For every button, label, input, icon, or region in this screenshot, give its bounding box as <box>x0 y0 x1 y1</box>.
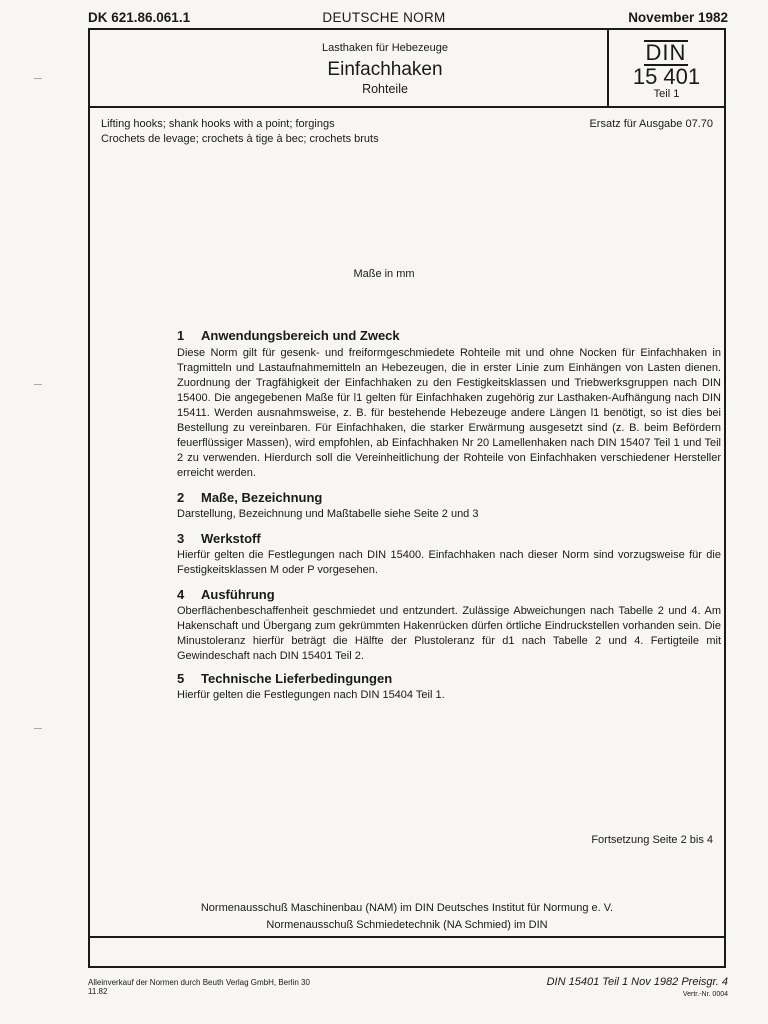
document-subject: Lasthaken für Hebezeuge <box>322 42 448 54</box>
replaces-edition: Ersatz für Ausgabe 07.70 <box>589 118 713 130</box>
dk-number: DK 621.86.061.1 <box>88 10 191 25</box>
din-number: 15 401 <box>632 64 701 89</box>
section-body: Hierfür gelten die Festlegungen nach DIN 15404 Teil 1. <box>177 689 445 701</box>
units-note: Maße in mm <box>353 268 415 280</box>
norm-type: DEUTSCHE NORM <box>322 10 446 25</box>
vertrieb-number: Vertr.-Nr. 0004 <box>682 991 728 998</box>
section-body: Darstellung, Bezeichnung und Maßtabelle siehe Seite 2 und 3 <box>177 508 479 520</box>
margin-mark <box>34 78 42 79</box>
footer-reference: DIN 15401 Teil 1 Nov 1982 Preisgr. 4 <box>546 976 728 988</box>
margin-mark <box>34 384 42 385</box>
committee-block <box>88 900 726 934</box>
section-heading: 4 Ausführung <box>177 587 275 602</box>
issue-date: November 1982 <box>628 10 728 25</box>
document-title: Einfachhaken <box>327 59 443 80</box>
din-logo: DIN <box>645 40 687 65</box>
continuation-note: Fortsetzung Seite 2 bis 4 <box>591 834 713 846</box>
din-teil: Teil 1 <box>653 88 680 100</box>
committee-line: Normenausschuß Schmiedetechnik (NA Schmied) im DIN <box>266 919 548 931</box>
section-heading: 1 Anwendungsbereich und Zweck <box>177 328 400 343</box>
section-heading: 5 Technische Lieferbedingungen <box>177 671 393 686</box>
section-body: Oberflächenbeschaffenheit geschmiedet und entzundert. Zulässige Abweichungen nach Tabelle 2 und 4. Am Hakenschaft und Übergang zum gekrümmten Hakenrücken dürfen örtliche Eindruckstellen vorhanden sein. Die Minustoleranz hierfür beträgt die Hälfte der Plustoleranz für d1 nach Tabelle 2 und 4. Fertigteile mit Gewindeschaft nach DIN 15401 Teil 2. <box>177 605 721 662</box>
translation-french: Crochets de levage; crochets à tige à bec; crochets bruts <box>101 133 379 145</box>
margin-mark <box>34 728 42 729</box>
section-body: Hierfür gelten die Festlegungen nach DIN 15400. Einfachhaken nach dieser Norm sind vorzugsweise für die Festigkeitsklassen M oder P vorgesehen. <box>177 549 721 576</box>
section-heading: 2 Maße, Bezeichnung <box>177 490 323 505</box>
sales-note: Alleinverkauf der Normen durch Beuth Verlag GmbH, Berlin 30 11.82 <box>88 978 310 996</box>
document-part: Rohteile <box>362 82 408 96</box>
committee-line: Normenausschuß Maschinenbau (NAM) im DIN Deutsches Institut für Normung e. V. <box>200 902 614 914</box>
section-body: Diese Norm gilt für gesenk- und freiformgeschmiedete Rohteile mit und ohne Nocken für Einfachhaken in Tragmitteln und Lastaufnahmemitteln an Hebezeugen, die in erster Linie zum Einhängen von Lasten dienen. Zuordnung der Tragfähigkeit der Einfachhaken zu den Festigkeitsklassen und Triebwerksgruppen nach DIN 15400. Die angegebenen Maße für l1 gelten für Einfachhaken zugehörig zur Lasthaken-Aufhängung nach DIN 15411. Werden ausnahmsweise, z. B. für bestehende Hebezeuge andere Längen l1 benötigt, so ist dies bei Bestellung zu vereinbaren. Für Einfachhaken, die starker Erwärmung ausgesetzt sind (z. B. beim Befördern feuerflüssiger Massen), wird empfohlen, ab Einfachhaken Nr 20 Lamellenhaken nach DIN 15407 Teil 1 und Teil 2 zu verwenden. Hierdurch soll die Vereinheitlichung der Rohteile von Einfachhaken verschiedener Hersteller erreicht werden. <box>177 347 721 479</box>
header-divider <box>90 106 724 108</box>
section-heading: 3 Werkstoff <box>177 531 261 546</box>
translation-english: Lifting hooks; shank hooks with a point; forgings <box>101 118 335 130</box>
footer-divider <box>90 936 724 938</box>
